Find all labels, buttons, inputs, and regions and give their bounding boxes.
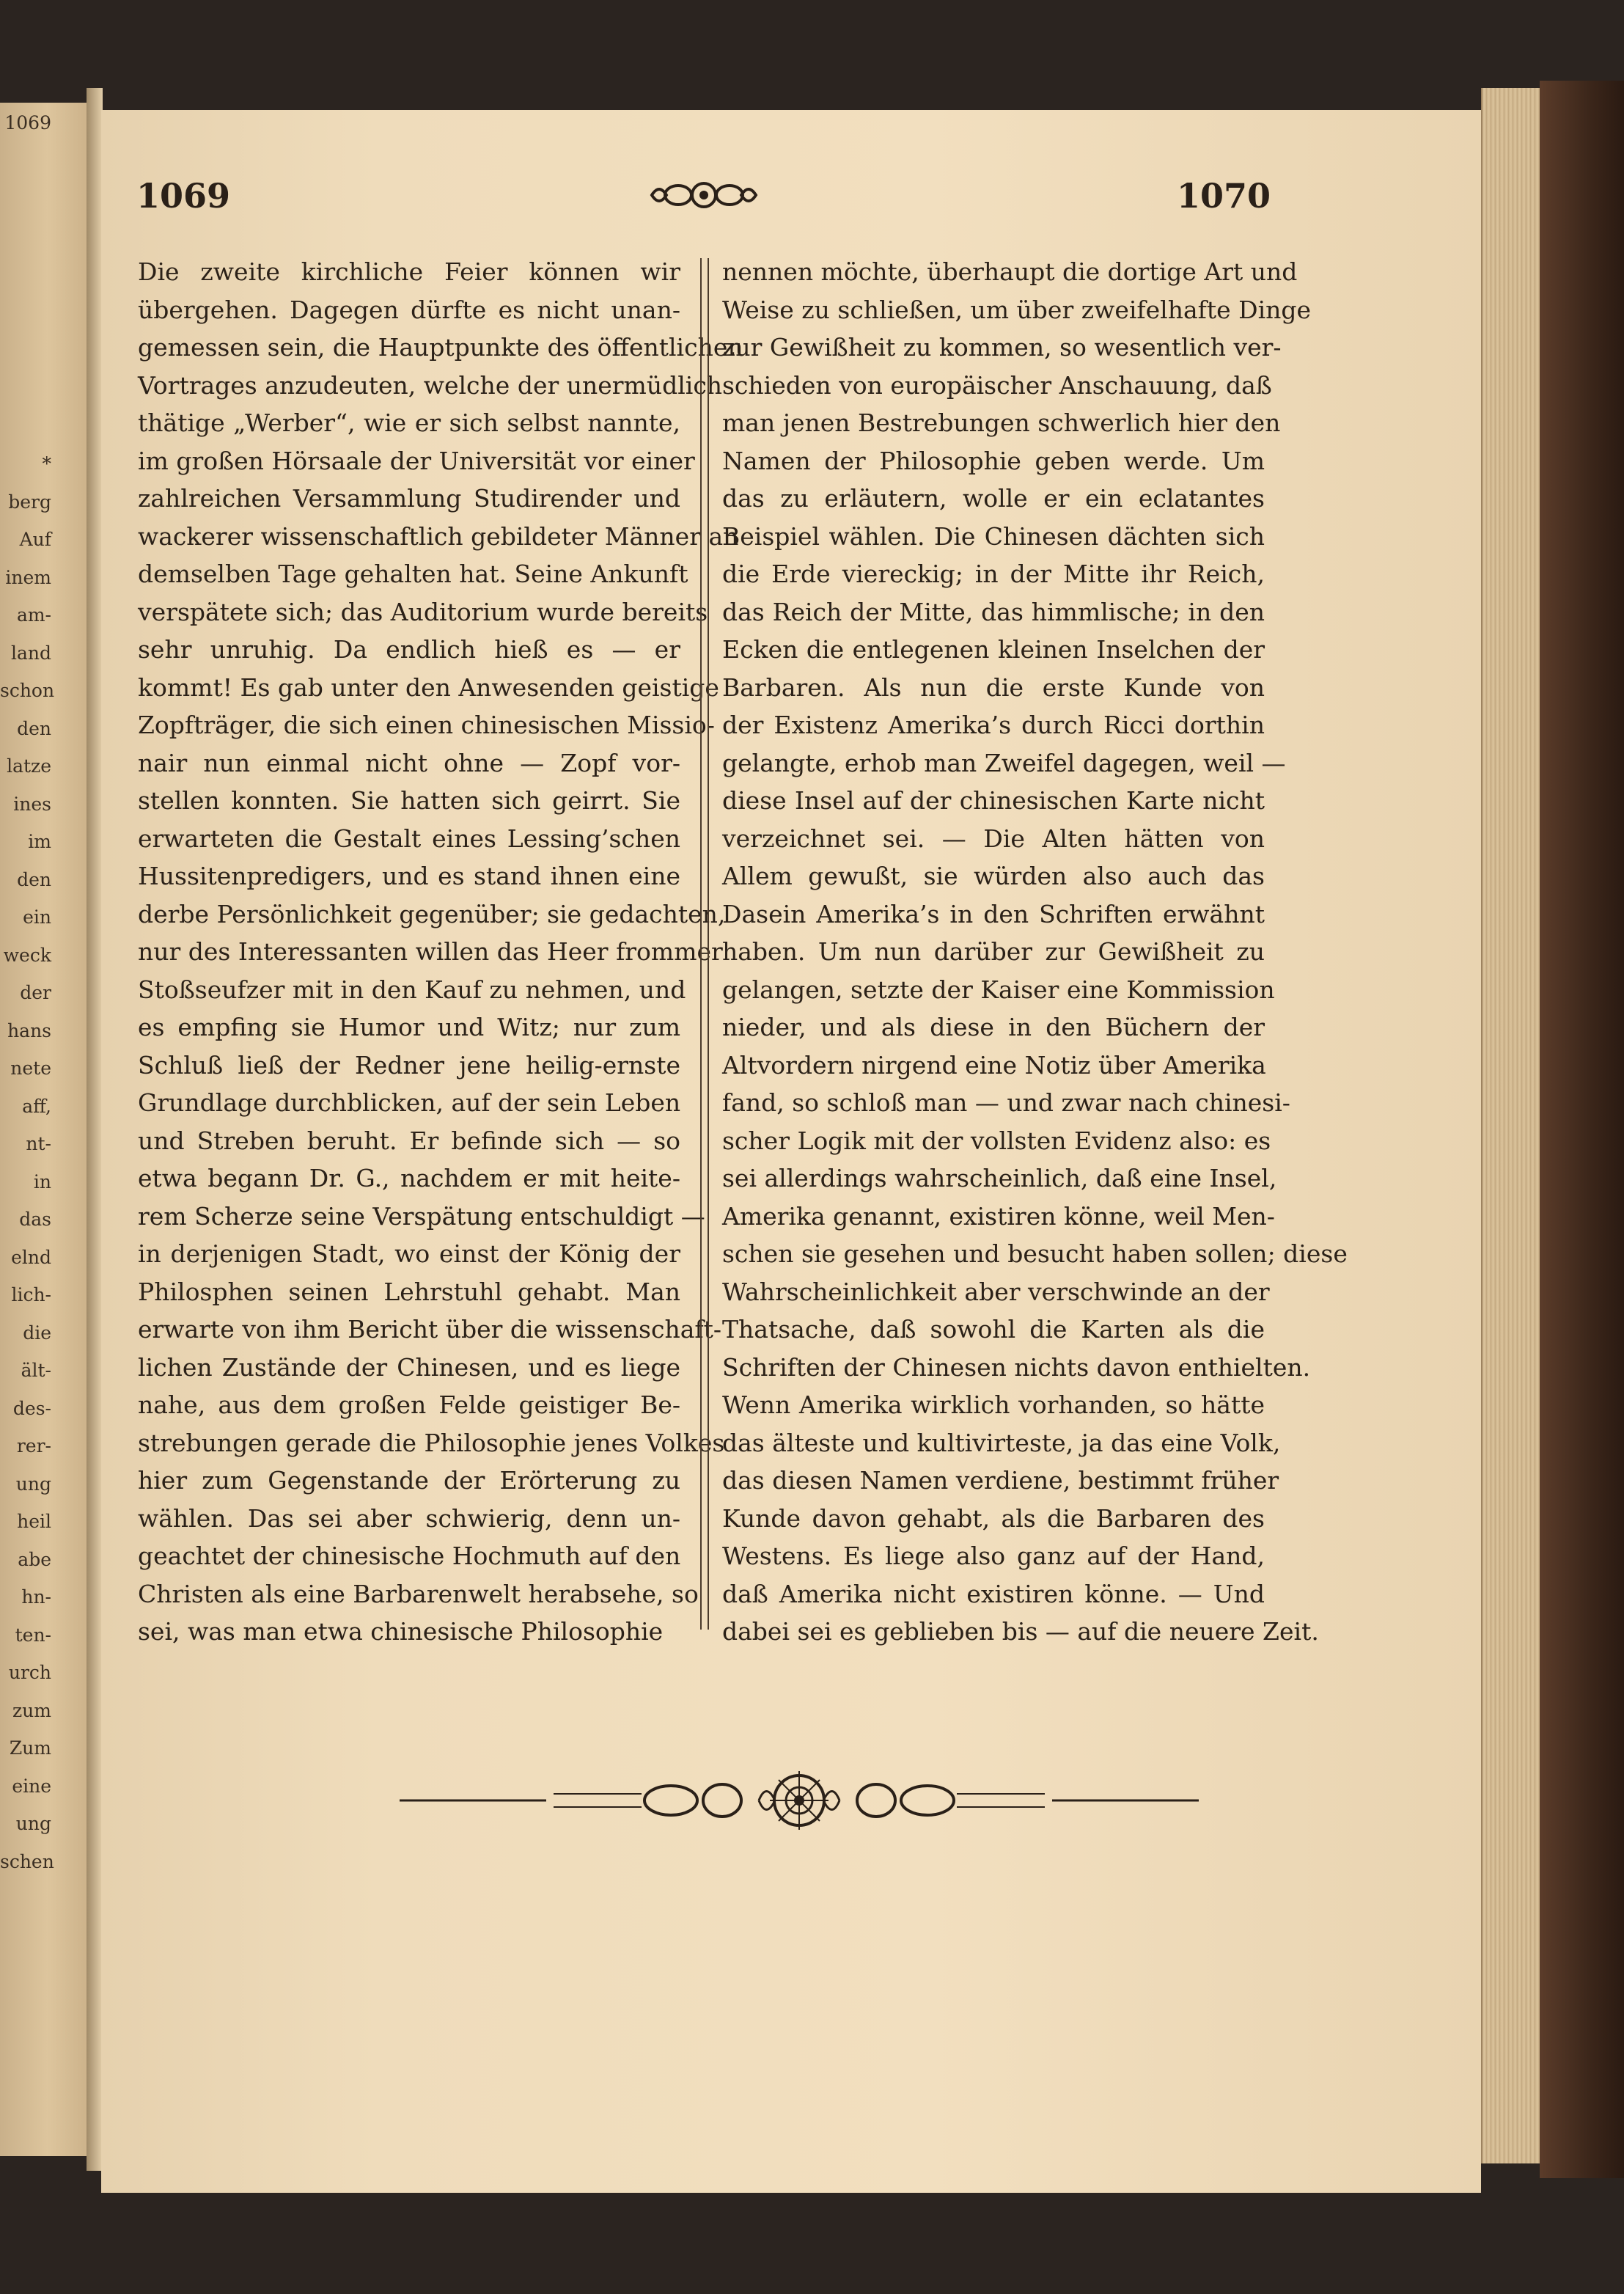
- text-left-line: gemessen sein, die Hauptpunkte des öffentlichen: [138, 333, 743, 362]
- text-left-line: übergehen. Dagegen dürfte es nicht unan-: [138, 295, 680, 324]
- adjacent-page-fragment: hans: [7, 1019, 51, 1041]
- adjacent-page-edge: [0, 103, 88, 2156]
- text-left-line: es empfing sie Humor und Witz; nur zum: [138, 1013, 680, 1041]
- book-cover: [1540, 81, 1624, 2178]
- text-right-line: fand, so schloß man — und zwar nach chinesi-: [722, 1088, 1290, 1117]
- text-left-line: Stoßseufzer mit in den Kauf zu nehmen, und: [138, 975, 686, 1004]
- text-left-line: Grundlage durchblicken, auf der sein Leben: [138, 1088, 681, 1117]
- text-right-line: gelangte, erhob man Zweifel dagegen, weil —: [722, 748, 1286, 777]
- adjacent-page-fragment: die: [23, 1322, 51, 1344]
- text-right-line: man jenen Bestrebungen schwerlich hier den: [722, 408, 1281, 437]
- text-left-line: nur des Interessanten willen das Heer frommer: [138, 937, 723, 966]
- text-right-line: zur Gewißheit zu kommen, so wesentlich ver-: [722, 333, 1282, 362]
- text-right-line: Amerika genannt, existiren könne, weil Men-: [722, 1201, 1275, 1231]
- adjacent-page-fragment: im: [28, 831, 51, 852]
- book-gutter: [87, 88, 103, 2171]
- closing-ornament-icon: [400, 1767, 1199, 1833]
- text-right-line: das Reich der Mitte, das himmlische; in den: [722, 597, 1265, 626]
- adjacent-page-fragment: das: [19, 1209, 51, 1230]
- text-left-line: geachtet der chinesische Hochmuth auf den: [138, 1542, 681, 1570]
- text-right-line: schieden von europäischer Anschauung, daß: [722, 370, 1272, 400]
- text-right-line: Kunde davon gehabt, als die Barbaren des: [722, 1503, 1265, 1533]
- adjacent-page-fragment: urch: [8, 1662, 51, 1683]
- text-right-line: Wenn Amerika wirklich vorhanden, so hätte: [722, 1390, 1265, 1419]
- text-left-line: erwarteten die Gestalt eines Lessing’schen: [138, 824, 680, 853]
- text-left-line: wackerer wissenschaftlich gebildeter Männer an: [138, 521, 739, 551]
- text-left-line: zahlreichen Versammlung Studirender und: [138, 484, 680, 513]
- text-left-line: Schluß ließ der Redner jene heilig-ernste: [138, 1050, 680, 1080]
- adjacent-page-fragment: zum: [12, 1699, 51, 1721]
- text-left-line: in derjenigen Stadt, wo einst der König der: [138, 1239, 680, 1268]
- page-number-left: 1069: [136, 176, 231, 216]
- adjacent-page-fragment: nt-: [26, 1133, 51, 1154]
- text-left-line: sei, was man etwa chinesische Philosophie: [138, 1617, 664, 1646]
- text-left-line: kommt! Es gab unter den Anwesenden geistige: [138, 673, 719, 702]
- text-right-line: der Existenz Amerika’s durch Ricci dorthin: [722, 711, 1265, 739]
- text-right-line: Weise zu schließen, um über zweifelhafte Dinge: [722, 295, 1312, 324]
- adjacent-page-fragment: schon: [0, 680, 55, 701]
- adjacent-page-fragment: des-: [12, 1397, 51, 1419]
- adjacent-page-fragment: inem: [5, 566, 51, 588]
- text-left-line: etwa begann Dr. G., nachdem er mit heite-: [138, 1164, 680, 1192]
- adjacent-page-fragment: in: [33, 1170, 51, 1192]
- adjacent-page-fragment: ung: [15, 1473, 51, 1495]
- adjacent-page-fragment: am-: [16, 604, 51, 626]
- adjacent-page-fragment: 1069: [4, 112, 51, 133]
- text-left-line: verspätete sich; das Auditorium wurde bereits: [138, 597, 708, 626]
- page-number-right: 1070: [1177, 176, 1271, 216]
- adjacent-page-fragment: latze: [7, 755, 51, 777]
- text-left-line: derbe Persönlichkeit gegenüber; sie gedachten,: [138, 899, 726, 928]
- text-column-left: [138, 253, 743, 1651]
- adjacent-page-fragment: ten-: [15, 1624, 51, 1646]
- text-right-line: Westens. Es liege also ganz auf der Hand,: [722, 1542, 1265, 1570]
- text-right-line: haben. Um nun darüber zur Gewißheit zu: [722, 937, 1265, 966]
- text-right-line: das älteste und kultivirteste, ja das eine Volk,: [722, 1428, 1281, 1457]
- header-ornament-icon: [649, 173, 759, 217]
- text-right-line: Thatsache, daß sowohl die Karten als die: [722, 1315, 1265, 1344]
- text-left-line: wählen. Das sei aber schwierig, denn un-: [138, 1503, 680, 1533]
- adjacent-page-fragment: eine: [12, 1775, 51, 1797]
- text-right-line: daß Amerika nicht existiren könne. — Und: [722, 1579, 1265, 1608]
- text-left-line: rem Scherze seine Verspätung entschuldigt —: [138, 1201, 705, 1231]
- text-right-line: schen sie gesehen und besucht haben sollen; diese: [722, 1239, 1348, 1268]
- text-right-line: Beispiel wählen. Die Chinesen dächten sich: [722, 521, 1265, 551]
- text-left-line: Die zweite kirchliche Feier können wir: [138, 257, 680, 286]
- text-right-line: scher Logik mit der vollsten Evidenz also: es: [722, 1126, 1271, 1155]
- text-left-line: lichen Zustände der Chinesen, und es liege: [138, 1352, 680, 1382]
- text-left-line: und Streben beruht. Er befinde sich — so: [138, 1126, 680, 1155]
- adjacent-page-fragment: ält-: [21, 1360, 51, 1381]
- text-right-line: die Erde viereckig; in der Mitte ihr Reich,: [722, 560, 1265, 588]
- text-right-line: sei allerdings wahrscheinlich, daß eine Insel,: [722, 1164, 1277, 1192]
- text-left-line: sehr unruhig. Da endlich hieß es — er: [138, 635, 680, 664]
- adjacent-page-fragment: lich-: [11, 1284, 51, 1305]
- text-left-line: im großen Hörsaale der Universität vor einer: [138, 446, 695, 475]
- text-right-line: diese Insel auf der chinesischen Karte nicht: [722, 786, 1265, 815]
- adjacent-page-fragment: ung: [15, 1813, 51, 1834]
- text-left-line: demselben Tage gehalten hat. Seine Ankunft: [138, 560, 688, 588]
- text-right-line: nennen möchte, überhaupt die dortige Art und: [722, 257, 1298, 286]
- adjacent-page-fragment: Zum: [9, 1737, 51, 1759]
- adjacent-page-fragment: hn-: [21, 1586, 51, 1608]
- text-right-line: das diesen Namen verdiene, bestimmt früher: [722, 1466, 1279, 1495]
- text-right-line: Barbaren. Als nun die erste Kunde von: [722, 673, 1265, 702]
- text-right-line: nieder, und als diese in den Büchern der: [722, 1013, 1265, 1041]
- text-left-line: erwarte von ihm Bericht über die wissenschaft-: [138, 1315, 722, 1344]
- text-right-line: Namen der Philosophie geben werde. Um: [722, 446, 1265, 475]
- adjacent-page-fragment: weck: [3, 944, 51, 966]
- adjacent-page-fragment: rer-: [16, 1435, 51, 1456]
- adjacent-page-fragment: ein: [23, 906, 51, 928]
- adjacent-page-fragment: *: [42, 453, 51, 474]
- text-right-line: Allem gewußt, sie würden also auch das: [722, 862, 1265, 890]
- text-left-line: nahe, aus dem großen Felde geistiger Be-: [138, 1390, 680, 1419]
- adjacent-page-fragment: Auf: [19, 529, 51, 550]
- text-right-line: dabei sei es geblieben bis — auf die neuere Zeit.: [722, 1617, 1319, 1646]
- adjacent-page-fragment: den: [17, 868, 51, 890]
- text-right-line: das zu erläutern, wolle er ein eclatantes: [722, 484, 1265, 513]
- text-right-line: Dasein Amerika’s in den Schriften erwähnt: [722, 899, 1265, 928]
- text-left-line: stellen konnten. Sie hatten sich geirrt. Sie: [138, 786, 680, 815]
- adjacent-page-fragment: ines: [13, 793, 51, 815]
- text-right-line: verzeichnet sei. — Die Alten hätten von: [722, 824, 1265, 853]
- text-right-line: Ecken die entlegenen kleinen Inselchen der: [722, 635, 1265, 664]
- adjacent-page-fragment: nete: [10, 1058, 51, 1079]
- adjacent-page-fragment: heil: [17, 1511, 51, 1532]
- text-left-line: Zopfträger, die sich einen chinesischen Missio-: [138, 711, 715, 739]
- adjacent-page-fragment: land: [10, 642, 51, 664]
- adjacent-page-fragment: abe: [18, 1548, 51, 1570]
- text-right-line: Schriften der Chinesen nichts davon enthielten.: [722, 1352, 1311, 1382]
- text-left-line: Christen als eine Barbarenwelt herabsehe, so: [138, 1579, 699, 1608]
- text-right-line: gelangen, setzte der Kaiser eine Kommission: [722, 975, 1275, 1004]
- adjacent-page-fragment: aff,: [22, 1095, 51, 1117]
- adjacent-page-fragment: der: [20, 982, 51, 1003]
- column-divider-rule: [700, 258, 709, 1630]
- text-left-line: strebungen gerade die Philosophie jenes Volkes: [138, 1428, 725, 1457]
- text-left-line: thätige „Werber“, wie er sich selbst nannte,: [138, 408, 680, 437]
- adjacent-page-fragment: den: [17, 717, 51, 739]
- text-left-line: Philosphen seinen Lehrstuhl gehabt. Man: [138, 1277, 680, 1306]
- adjacent-page-fragment: berg: [8, 491, 51, 513]
- text-left-line: Vortrages anzudeuten, welche der unermüdlich: [138, 370, 723, 400]
- text-left-line: nair nun einmal nicht ohne — Zopf vor-: [138, 748, 680, 777]
- adjacent-page-fragment: elnd: [11, 1246, 51, 1268]
- text-left-line: Hussitenpredigers, und es stand ihnen eine: [138, 862, 680, 890]
- text-right-line: Wahrscheinlichkeit aber verschwinde an der: [722, 1277, 1270, 1306]
- text-right-line: Altvordern nirgend eine Notiz über Amerika: [722, 1050, 1266, 1080]
- page-block-edge: [1481, 88, 1541, 2163]
- text-column-right: [722, 253, 1348, 1651]
- text-left-line: hier zum Gegenstande der Erörterung zu: [138, 1466, 680, 1495]
- adjacent-page-fragment: schen: [0, 1850, 54, 1872]
